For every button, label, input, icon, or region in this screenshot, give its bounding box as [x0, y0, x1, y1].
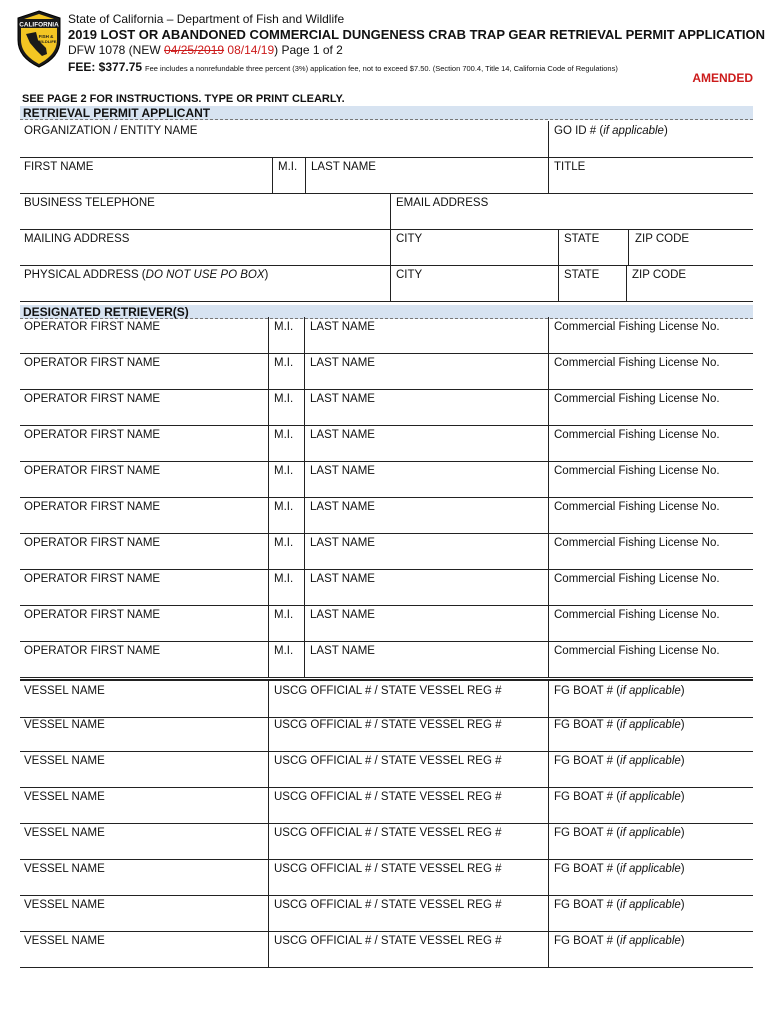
operator-row	[20, 497, 753, 534]
svg-text:WILDLIFE: WILDLIFE	[37, 39, 57, 44]
commercial-fishing-license-field[interactable]: Commercial Fishing License No.	[548, 605, 753, 641]
cdfw-badge-logo	[16, 10, 62, 68]
applicant-row-name	[20, 157, 753, 194]
vessel-name-field[interactable]: VESSEL NAME	[24, 935, 105, 947]
fg-boat-number-field[interactable]: FG BOAT # (if applicable)	[548, 715, 753, 751]
applicant-row-physical	[20, 265, 753, 302]
commercial-fishing-license-field[interactable]: Commercial Fishing License No.	[548, 317, 753, 353]
commercial-fishing-license-field[interactable]: Commercial Fishing License No.	[548, 497, 753, 533]
uscg-registration-field[interactable]: USCG OFFICIAL # / STATE VESSEL REG #	[268, 823, 548, 859]
svg-text:CALIFORNIA: CALIFORNIA	[19, 21, 59, 29]
fee-note: Fee includes a nonrefundable three percent (3%) application fee, not to exceed $7.50. (Section 700.4, Title 14, California Code of Regulations)	[145, 64, 618, 73]
section-designated-retrievers: DESIGNATED RETRIEVER(S)	[20, 305, 753, 319]
operator-row	[20, 389, 753, 426]
form-number: DFW 1078 (NEW 04/25/2019 08/14/19) Page 1 of 2	[68, 43, 343, 57]
uscg-registration-field[interactable]: USCG OFFICIAL # / STATE VESSEL REG #	[268, 715, 548, 751]
operator-last-name-field[interactable]: LAST NAME	[304, 533, 548, 569]
operator-row	[20, 317, 753, 354]
operator-mi-field[interactable]: M.I.	[268, 389, 304, 425]
fee-line	[68, 58, 618, 76]
vessel-row	[20, 823, 753, 860]
uscg-registration-field[interactable]: USCG OFFICIAL # / STATE VESSEL REG #	[268, 895, 548, 931]
applicant-last-name-field[interactable]: LAST NAME	[305, 157, 548, 193]
uscg-registration-field[interactable]: USCG OFFICIAL # / STATE VESSEL REG #	[268, 751, 548, 787]
new-revision-date: 08/14/19	[227, 43, 275, 57]
operator-first-name-field[interactable]: OPERATOR FIRST NAME	[24, 573, 161, 585]
operator-last-name-field[interactable]: LAST NAME	[304, 605, 548, 641]
commercial-fishing-license-field[interactable]: Commercial Fishing License No.	[548, 461, 753, 497]
applicant-row-organization	[20, 121, 753, 158]
uscg-registration-field[interactable]: USCG OFFICIAL # / STATE VESSEL REG #	[268, 859, 548, 895]
commercial-fishing-license-field[interactable]: Commercial Fishing License No.	[548, 569, 753, 605]
agency-name: State of California – Department of Fish and Wildlife	[68, 12, 345, 26]
commercial-fishing-license-field[interactable]: Commercial Fishing License No.	[548, 389, 753, 425]
vessel-row	[20, 715, 753, 752]
vessel-name-field[interactable]: VESSEL NAME	[24, 719, 105, 731]
mailing-city-field[interactable]: CITY	[390, 229, 558, 265]
operator-row	[20, 569, 753, 606]
commercial-fishing-license-field[interactable]: Commercial Fishing License No.	[548, 425, 753, 461]
operator-last-name-field[interactable]: LAST NAME	[304, 389, 548, 425]
operator-mi-field[interactable]: M.I.	[268, 569, 304, 605]
operator-mi-field[interactable]: M.I.	[268, 317, 304, 353]
operator-first-name-field[interactable]: OPERATOR FIRST NAME	[24, 501, 161, 513]
fg-boat-number-field[interactable]: FG BOAT # (if applicable)	[548, 931, 753, 967]
operator-mi-field[interactable]: M.I.	[268, 353, 304, 389]
commercial-fishing-license-field[interactable]: Commercial Fishing License No.	[548, 353, 753, 389]
vessel-name-field[interactable]: VESSEL NAME	[24, 827, 105, 839]
section-retrieval-permit-applicant: RETRIEVAL PERMIT APPLICANT	[20, 106, 753, 120]
applicant-row-contact	[20, 193, 753, 230]
operator-first-name-field[interactable]: OPERATOR FIRST NAME	[24, 609, 161, 621]
operator-first-name-field[interactable]: OPERATOR FIRST NAME	[24, 645, 161, 657]
amended-stamp: AMENDED	[692, 71, 753, 85]
operator-mi-field[interactable]: M.I.	[268, 641, 304, 677]
svg-text:FISH &: FISH &	[38, 34, 54, 39]
fg-boat-number-field[interactable]: FG BOAT # (if applicable)	[548, 751, 753, 787]
operator-last-name-field[interactable]: LAST NAME	[304, 461, 548, 497]
operator-first-name-field[interactable]: OPERATOR FIRST NAME	[24, 537, 161, 549]
form-title: 2019 LOST OR ABANDONED COMMERCIAL DUNGENESS CRAB TRAP GEAR RETRIEVAL PERMIT APPLICATION	[68, 27, 766, 42]
fg-boat-number-field[interactable]: FG BOAT # (if applicable)	[548, 823, 753, 859]
operator-first-name-field[interactable]: OPERATOR FIRST NAME	[24, 465, 161, 477]
vessel-row	[20, 751, 753, 788]
commercial-fishing-license-field[interactable]: Commercial Fishing License No.	[548, 533, 753, 569]
vessel-name-field[interactable]: VESSEL NAME	[24, 685, 105, 697]
fg-boat-number-field[interactable]: FG BOAT # (if applicable)	[548, 787, 753, 823]
operator-row	[20, 605, 753, 642]
vessel-name-field[interactable]: VESSEL NAME	[24, 791, 105, 803]
mailing-zip-field[interactable]: ZIP CODE	[628, 229, 753, 265]
operator-row	[20, 533, 753, 570]
operator-mi-field[interactable]: M.I.	[268, 461, 304, 497]
operator-last-name-field[interactable]: LAST NAME	[304, 497, 548, 533]
operator-row	[20, 353, 753, 390]
applicant-row-mailing	[20, 229, 753, 266]
operator-first-name-field[interactable]: OPERATOR FIRST NAME	[24, 321, 161, 333]
operator-last-name-field[interactable]: LAST NAME	[304, 317, 548, 353]
operator-last-name-field[interactable]: LAST NAME	[304, 641, 548, 677]
vessel-row	[20, 679, 753, 718]
operator-row	[20, 641, 753, 678]
operator-row	[20, 461, 753, 498]
mailing-state-field[interactable]: STATE	[558, 229, 628, 265]
go-id-field[interactable]: GO ID # (if applicable)	[548, 121, 753, 157]
vessel-row	[20, 931, 753, 968]
fee-amount: FEE: $377.75	[68, 60, 143, 74]
operator-row	[20, 425, 753, 462]
vessel-row	[20, 859, 753, 896]
vessel-row	[20, 895, 753, 932]
operator-first-name-field[interactable]: OPERATOR FIRST NAME	[24, 429, 161, 441]
applicant-title-field[interactable]: TITLE	[548, 157, 753, 193]
old-revision-date: 04/25/2019	[164, 43, 225, 57]
uscg-registration-field[interactable]: USCG OFFICIAL # / STATE VESSEL REG #	[268, 931, 548, 967]
email-address-field[interactable]: EMAIL ADDRESS	[390, 193, 753, 229]
uscg-registration-field[interactable]: USCG OFFICIAL # / STATE VESSEL REG #	[268, 681, 548, 717]
operator-first-name-field[interactable]: OPERATOR FIRST NAME	[24, 393, 161, 405]
commercial-fishing-license-field[interactable]: Commercial Fishing License No.	[548, 641, 753, 677]
operator-mi-field[interactable]: M.I.	[268, 497, 304, 533]
applicant-first-name-field[interactable]: FIRST NAME	[24, 161, 94, 173]
operator-last-name-field[interactable]: LAST NAME	[304, 425, 548, 461]
fg-boat-number-field[interactable]: FG BOAT # (if applicable)	[548, 895, 753, 931]
operator-mi-field[interactable]: M.I.	[268, 533, 304, 569]
applicant-mi-field[interactable]: M.I.	[272, 157, 305, 193]
physical-address-field[interactable]: PHYSICAL ADDRESS (DO NOT USE PO BOX)	[24, 269, 269, 281]
vessel-row	[20, 787, 753, 824]
mailing-address-field[interactable]: MAILING ADDRESS	[24, 233, 130, 245]
physical-city-field[interactable]: CITY	[390, 265, 558, 301]
vessel-name-field[interactable]: VESSEL NAME	[24, 863, 105, 875]
operator-mi-field[interactable]: M.I.	[268, 605, 304, 641]
instructions: SEE PAGE 2 FOR INSTRUCTIONS. TYPE OR PRINT CLEARLY.	[22, 93, 345, 105]
operator-last-name-field[interactable]: LAST NAME	[304, 353, 548, 389]
organization-name-field[interactable]: ORGANIZATION / ENTITY NAME	[24, 125, 198, 137]
physical-zip-field[interactable]: ZIP CODE	[626, 265, 753, 301]
operator-last-name-field[interactable]: LAST NAME	[304, 569, 548, 605]
vessel-name-field[interactable]: VESSEL NAME	[24, 899, 105, 911]
fg-boat-number-field[interactable]: FG BOAT # (if applicable)	[548, 859, 753, 895]
operator-mi-field[interactable]: M.I.	[268, 425, 304, 461]
operator-first-name-field[interactable]: OPERATOR FIRST NAME	[24, 357, 161, 369]
fg-boat-number-field[interactable]: FG BOAT # (if applicable)	[548, 681, 753, 717]
vessel-name-field[interactable]: VESSEL NAME	[24, 755, 105, 767]
business-telephone-field[interactable]: BUSINESS TELEPHONE	[24, 197, 155, 209]
uscg-registration-field[interactable]: USCG OFFICIAL # / STATE VESSEL REG #	[268, 787, 548, 823]
physical-state-field[interactable]: STATE	[558, 265, 626, 301]
